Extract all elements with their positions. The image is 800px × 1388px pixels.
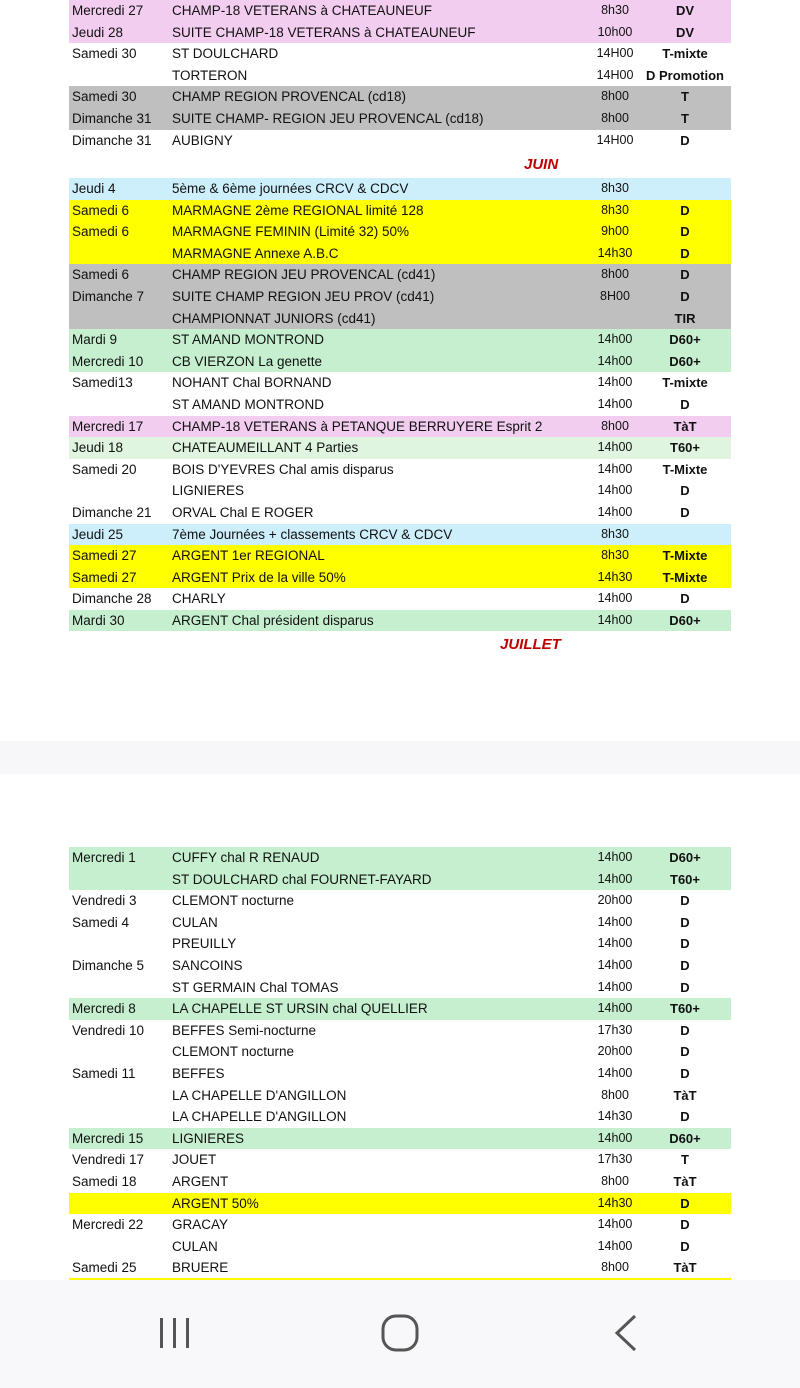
event-cell: LA CHAPELLE D'ANGILLON: [172, 1087, 347, 1103]
category-cell: TàT: [673, 1087, 697, 1103]
time-cell: 8h30: [601, 526, 629, 541]
event-cell: TORTERON: [172, 67, 248, 83]
table-row: [69, 977, 731, 999]
time-cell: 14h00: [597, 936, 633, 951]
table-row: [69, 1193, 731, 1215]
table-row: [69, 869, 731, 891]
event-cell: CULAN: [172, 1238, 218, 1254]
event-cell: ARGENT 50%: [172, 1195, 259, 1211]
category-cell: TIR: [674, 310, 696, 326]
time-cell: 14h00: [597, 396, 633, 411]
event-cell: AUBIGNY: [172, 132, 233, 148]
category-cell: T60+: [670, 871, 700, 887]
day-cell: Mercredi 17: [72, 418, 144, 434]
category-cell: T60+: [670, 1001, 700, 1017]
table-row: [69, 1257, 731, 1279]
day-cell: Dimanche 31: [72, 132, 152, 148]
event-cell: 5ème & 6ème journées CRCV & CDCV: [172, 181, 409, 196]
category-cell: D: [680, 1109, 690, 1125]
table-row: [69, 329, 731, 351]
event-cell: BOIS D'YEVRES Chal amis disparus: [172, 461, 394, 477]
table-row: [69, 610, 731, 632]
category-cell: D60+: [669, 332, 701, 348]
day-cell: Jeudi 28: [72, 24, 124, 40]
time-cell: 14H00: [596, 67, 634, 82]
category-cell: D Promotion: [646, 67, 724, 83]
category-cell: T-Mixte: [662, 548, 708, 564]
table-row: [69, 200, 731, 222]
table-row: [69, 955, 731, 977]
event-cell: BEFFES Semi-nocturne: [172, 1022, 317, 1038]
event-cell: ARGENT 1er REGIONAL: [172, 548, 325, 564]
time-cell: 14H00: [596, 46, 634, 61]
day-cell: Mercredi 27: [72, 3, 144, 18]
day-cell: Samedi 30: [72, 89, 137, 105]
table-row: [69, 459, 731, 481]
category-cell: DV: [675, 24, 695, 40]
event-cell: CULAN: [172, 914, 218, 930]
time-cell: 8h30: [601, 181, 629, 195]
category-cell: T: [681, 110, 689, 126]
table-row: [69, 86, 731, 108]
category-cell: D: [680, 1217, 690, 1233]
table-row: [69, 108, 731, 130]
category-cell: T-mixte: [662, 46, 708, 62]
event-cell: ST DOULCHARD chal FOURNET-FAYARD: [172, 871, 432, 887]
day-cell: Dimanche 5: [72, 957, 145, 973]
time-cell: 14h00: [597, 1001, 633, 1016]
time-cell: 10h00: [597, 24, 633, 39]
table-row: [69, 130, 731, 152]
event-cell: SUITE CHAMP- REGION JEU PROVENCAL (cd18): [172, 110, 484, 126]
day-cell: Mercredi 10: [72, 353, 144, 369]
day-cell: Dimanche 21: [72, 504, 152, 520]
time-cell: 8h30: [601, 3, 629, 17]
event-cell: ARGENT: [172, 1173, 229, 1189]
time-cell: 14h00: [597, 1130, 633, 1145]
day-cell: Samedi13: [72, 375, 133, 391]
category-cell: D: [680, 893, 690, 909]
table-row: [69, 1041, 731, 1063]
category-cell: D: [680, 132, 690, 148]
page-break: [0, 741, 800, 774]
event-cell: GRACAY: [172, 1217, 229, 1233]
event-cell: JOUET: [172, 1152, 217, 1168]
table-row: [69, 998, 731, 1020]
category-cell: D60+: [669, 353, 701, 369]
time-cell: 14h00: [597, 1065, 633, 1080]
category-cell: D60+: [669, 1130, 701, 1146]
time-cell: 14h00: [597, 1217, 633, 1232]
event-cell: ST DOULCHARD: [172, 46, 279, 62]
time-cell: 14h00: [597, 332, 633, 347]
time-cell: 14h00: [597, 979, 633, 994]
day-cell: Samedi 30: [72, 46, 137, 62]
category-cell: T: [681, 1152, 689, 1168]
time-cell: 14h00: [597, 850, 633, 864]
day-cell: Samedi 27: [72, 569, 137, 585]
table-row: [69, 847, 731, 869]
category-cell: D: [680, 224, 690, 240]
category-cell: T-mixte: [662, 375, 708, 391]
table-row: [69, 1085, 731, 1107]
category-cell: D: [680, 267, 690, 283]
category-cell: TàT: [673, 418, 697, 434]
table-row: [69, 43, 731, 65]
time-cell: 14h30: [597, 1195, 633, 1210]
event-cell: SUITE CHAMP REGION JEU PROV (cd41): [172, 288, 435, 304]
category-cell: D: [680, 1065, 690, 1081]
table-row: [69, 0, 731, 22]
category-cell: D: [680, 396, 690, 412]
day-cell: Samedi 27: [72, 548, 137, 564]
time-cell: 14h00: [597, 914, 633, 929]
day-cell: Samedi 6: [72, 267, 130, 283]
day-cell: Vendredi 3: [72, 893, 137, 909]
category-cell: T60+: [670, 440, 700, 456]
event-cell: CHATEAUMEILLANT 4 Parties: [172, 440, 359, 456]
table-row: [69, 394, 731, 416]
time-cell: 8h00: [601, 110, 629, 125]
category-cell: D: [680, 1238, 690, 1254]
table-row: [69, 1171, 731, 1193]
time-cell: 8h30: [601, 202, 629, 217]
category-cell: D: [680, 1044, 690, 1060]
table-row: [69, 480, 731, 502]
time-cell: 8h00: [601, 418, 629, 433]
event-cell: ST AMAND MONTROND: [172, 396, 325, 412]
day-cell: Samedi 11: [72, 1065, 136, 1081]
day-cell: Samedi 20: [72, 461, 137, 477]
event-cell: CHAMP-18 VETERANS à PETANQUE BERRUYERE Esprit 2: [172, 418, 543, 434]
table-row: [69, 243, 731, 265]
event-cell: BRUERE: [172, 1260, 229, 1276]
category-cell: D: [680, 936, 690, 952]
category-cell: T: [681, 89, 689, 105]
time-cell: 14h30: [597, 245, 633, 260]
category-cell: D60+: [669, 850, 701, 865]
time-cell: 14h00: [597, 461, 633, 476]
time-cell: 9h00: [601, 224, 629, 239]
day-cell: Dimanche 31: [72, 110, 152, 126]
day-cell: Mercredi 1: [72, 850, 136, 865]
time-cell: 14h00: [597, 504, 633, 519]
category-cell: D: [680, 288, 690, 304]
event-cell: CHAMP REGION JEU PROVENCAL (cd41): [172, 267, 436, 283]
time-cell: 8h00: [601, 1260, 629, 1275]
recent-apps-icon[interactable]: [145, 1302, 205, 1358]
table-row: [69, 308, 731, 330]
table-row: [69, 545, 731, 567]
category-cell: D: [680, 591, 690, 607]
event-cell: ARGENT Chal président disparus: [172, 612, 374, 628]
category-cell: DV: [675, 3, 695, 18]
table-row: [69, 588, 731, 610]
table-row: [69, 567, 731, 589]
schedule-table-may: [69, 0, 731, 151]
event-cell: MARMAGNE FEMININ (Limité 32) 50%: [172, 224, 410, 240]
event-cell: MARMAGNE Annexe A.B.C: [172, 245, 339, 261]
event-cell: CHAMP-18 VETERANS à CHATEAUNEUF: [172, 3, 433, 18]
table-row: [69, 286, 731, 308]
day-cell: Mercredi 8: [72, 1001, 136, 1017]
table-row: [69, 1214, 731, 1236]
event-cell: PREUILLY: [172, 936, 237, 952]
day-cell: Jeudi 18: [72, 440, 124, 456]
time-cell: 20h00: [597, 893, 633, 908]
table-row: [69, 351, 731, 373]
time-cell: 8h00: [601, 1087, 629, 1102]
event-cell: 7ème Journées + classements CRCV & CDCV: [172, 526, 453, 542]
day-cell: Mercredi 22: [72, 1217, 144, 1233]
time-cell: 17h30: [597, 1152, 633, 1167]
day-cell: Vendredi 10: [72, 1022, 145, 1038]
table-row: [69, 912, 731, 934]
schedule-table-july: [69, 847, 731, 1279]
table-row: [69, 221, 731, 243]
table-row: [69, 416, 731, 438]
day-cell: Dimanche 7: [72, 288, 145, 304]
table-row: [69, 1020, 731, 1042]
category-cell: D60+: [669, 612, 701, 628]
day-cell: Vendredi 17: [72, 1152, 145, 1168]
table-row: [69, 264, 731, 286]
category-cell: TàT: [673, 1173, 697, 1189]
time-cell: 8h30: [601, 548, 629, 563]
event-cell: CHAMPIONNAT JUNIORS (cd41): [172, 310, 376, 326]
table-row: [69, 502, 731, 524]
time-cell: 17h30: [597, 1022, 633, 1037]
event-cell: CB VIERZON La genette: [172, 353, 323, 369]
category-cell: D: [680, 245, 690, 261]
event-cell: BEFFES: [172, 1065, 225, 1081]
event-cell: CLEMONT nocturne: [172, 1044, 295, 1060]
day-cell: Samedi 4: [72, 914, 130, 930]
category-cell: TàT: [673, 1260, 697, 1276]
event-cell: SANCOINS: [172, 957, 243, 973]
time-cell: 14h00: [597, 483, 633, 498]
table-row: [69, 22, 731, 44]
day-cell: Jeudi 25: [72, 526, 124, 542]
time-cell: 14h00: [597, 871, 633, 886]
table-row: [69, 65, 731, 87]
event-cell: CHARLY: [172, 591, 226, 607]
event-cell: NOHANT Chal BORNAND: [172, 375, 332, 391]
category-cell: D: [680, 979, 690, 995]
time-cell: 14h00: [597, 1238, 633, 1253]
android-nav-bar: [0, 1280, 800, 1388]
time-cell: 8h00: [601, 267, 629, 282]
table-row: [69, 1063, 731, 1085]
time-cell: 20h00: [597, 1044, 633, 1059]
day-cell: Samedi 18: [72, 1173, 137, 1189]
table-row: [69, 437, 731, 459]
event-cell: CUFFY chal R RENAUD: [172, 850, 320, 865]
event-cell: SUITE CHAMP-18 VETERANS à CHATEAUNEUF: [172, 24, 476, 40]
table-row: [69, 1128, 731, 1150]
event-cell: ARGENT Prix de la ville 50%: [172, 569, 346, 585]
day-cell: Mercredi 15: [72, 1130, 144, 1146]
day-cell: Samedi 6: [72, 224, 130, 240]
category-cell: D: [680, 1022, 690, 1038]
table-row: [69, 933, 731, 955]
event-cell: LA CHAPELLE ST URSIN chal QUELLIER: [172, 1001, 428, 1017]
category-cell: D: [680, 914, 690, 930]
category-cell: D: [680, 202, 690, 218]
event-cell: LIGNIERES: [172, 1130, 245, 1146]
time-cell: 14h30: [597, 1109, 633, 1124]
event-cell: ST GERMAIN Chal TOMAS: [172, 979, 339, 995]
category-cell: T-Mixte: [662, 461, 708, 477]
home-icon[interactable]: [370, 1302, 430, 1358]
event-cell: LIGNIERES: [172, 483, 245, 499]
time-cell: 14h00: [597, 353, 633, 368]
time-cell: 14h00: [597, 612, 633, 627]
day-cell: Mardi 30: [72, 612, 125, 628]
time-cell: 8H00: [600, 288, 630, 303]
event-cell: CHAMP REGION PROVENCAL (cd18): [172, 89, 407, 105]
table-row: [69, 524, 731, 546]
time-cell: 14h00: [597, 591, 633, 606]
time-cell: 14h30: [597, 569, 633, 584]
back-icon[interactable]: [595, 1302, 655, 1358]
day-cell: Mardi 9: [72, 332, 118, 348]
event-cell: CLEMONT nocturne: [172, 893, 295, 909]
time-cell: 14h00: [597, 957, 633, 972]
schedule-table-june: [69, 178, 731, 631]
day-cell: Samedi 6: [72, 202, 130, 218]
table-row: [69, 1236, 731, 1258]
time-cell: 14H00: [596, 132, 634, 147]
day-cell: Jeudi 4: [72, 181, 116, 196]
event-cell: LA CHAPELLE D'ANGILLON: [172, 1109, 347, 1125]
time-cell: 8h00: [601, 89, 629, 104]
time-cell: 14h00: [597, 440, 633, 455]
table-row: [69, 372, 731, 394]
category-cell: D: [680, 504, 690, 520]
month-heading-juin: JUIN: [524, 156, 559, 173]
time-cell: 8h00: [601, 1173, 629, 1188]
event-cell: MARMAGNE 2ème REGIONAL limité 128: [172, 202, 424, 218]
event-cell: ST AMAND MONTROND: [172, 332, 325, 348]
table-row: [69, 1149, 731, 1171]
table-row: [69, 178, 731, 200]
day-cell: Dimanche 28: [72, 591, 152, 607]
category-cell: D: [680, 957, 690, 973]
time-cell: 14h00: [597, 375, 633, 390]
table-row: [69, 1106, 731, 1128]
table-row: [69, 890, 731, 912]
month-heading-juillet: JUILLET: [500, 636, 561, 653]
day-cell: Samedi 25: [72, 1260, 137, 1276]
event-cell: ORVAL Chal E ROGER: [172, 504, 314, 520]
category-cell: T-Mixte: [662, 569, 708, 585]
category-cell: D: [680, 1195, 690, 1211]
category-cell: D: [680, 483, 690, 499]
